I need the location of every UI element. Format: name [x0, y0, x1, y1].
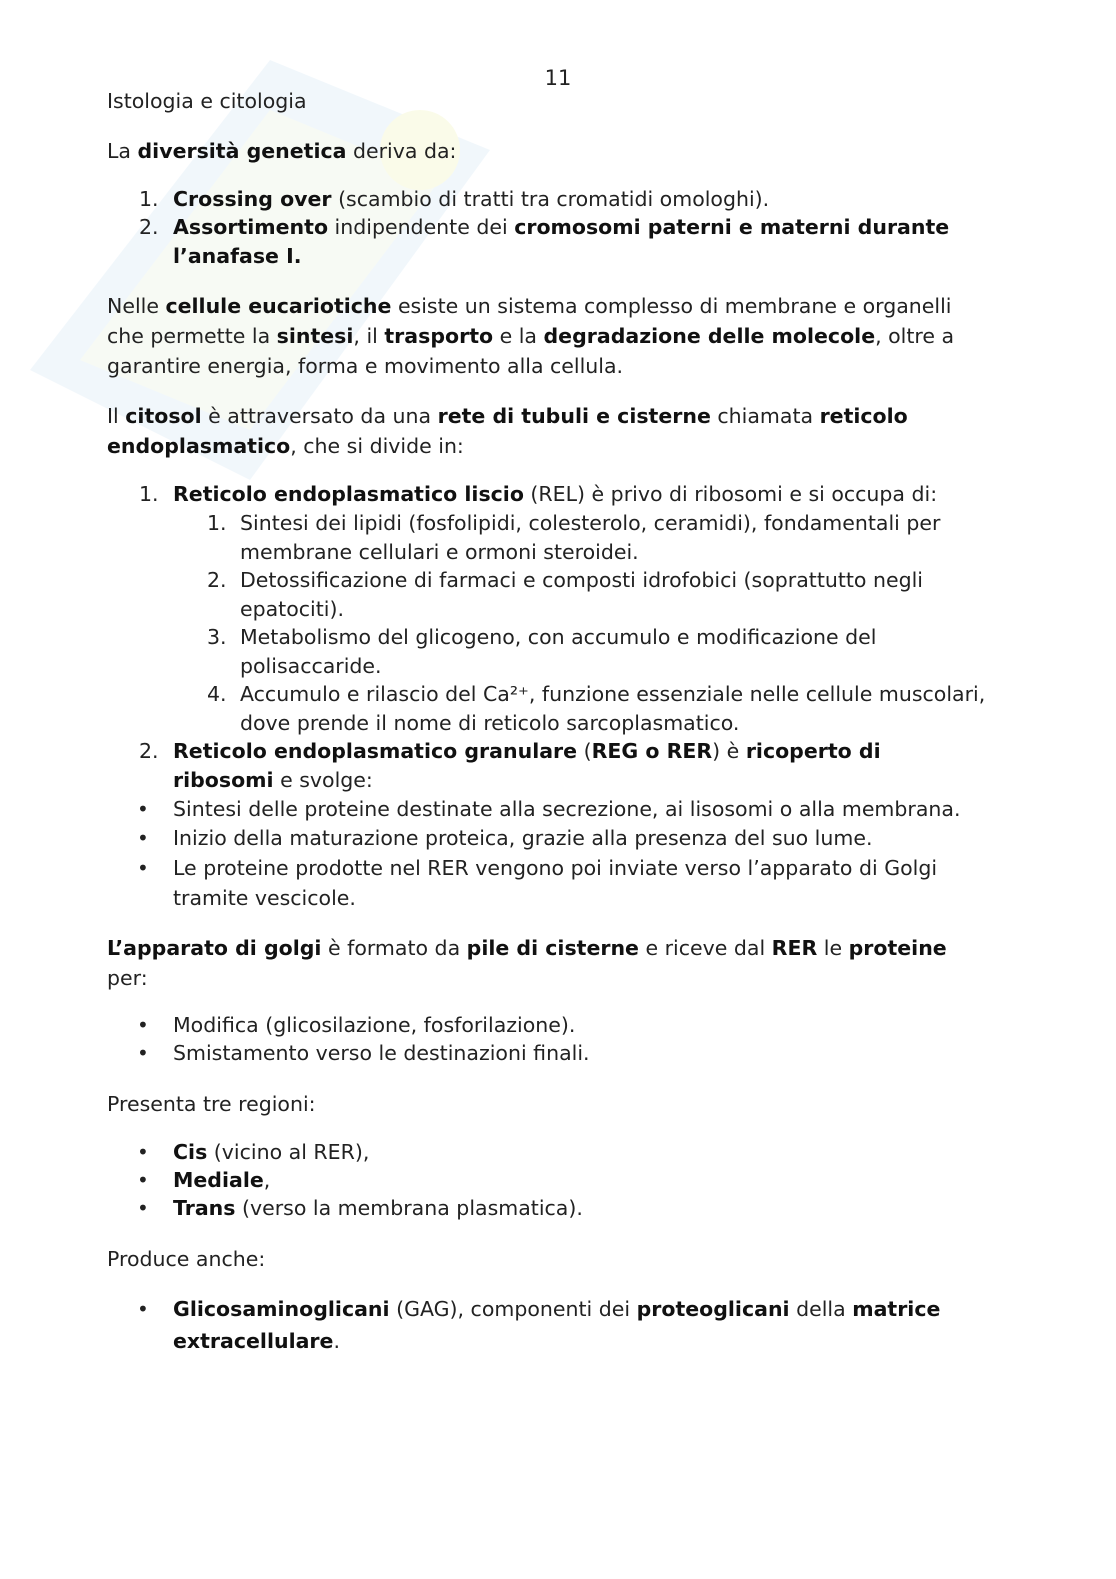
paragraph-genetic-diversity: La diversità genetica deriva da: — [107, 139, 457, 163]
bullet-item: • Mediale, — [137, 1168, 271, 1192]
list-produce — [107, 1293, 987, 1357]
bullet-item: • Glicosaminoglicani (GAG), componenti dei proteoglicani della matrice extracellulare. — [137, 1297, 941, 1353]
list-item-rer: 2. Reticolo endoplasmatico granulare (REG o RER) è ricoperto di ribosomi e svolge: — [139, 739, 881, 792]
list-rel-functions — [107, 509, 987, 737]
list-item: 2. Detossificazione di farmaci e composti idrofobici (soprattutto negli epatociti). — [207, 568, 923, 621]
bullet-item: • Smistamento verso le destinazioni finali. — [137, 1041, 590, 1065]
paragraph-golgi: L’apparato di golgi è formato da pile di cisterne e riceve dal RER le proteine per: — [107, 936, 947, 990]
running-header: Istologia e citologia — [107, 89, 307, 113]
list-item-rel: 1. Reticolo endoplasmatico liscio (REL) è privo di ribosomi e si occupa di: — [139, 482, 938, 506]
bullet-item: • Sintesi delle proteine destinate alla secrezione, ai lisosomi o alla membrana. — [137, 797, 961, 821]
list-item: 4. Accumulo e rilascio del Ca²⁺, funzione essenziale nelle cellule muscolari, dove prende il nome di reticolo sarcoplasmatico. — [207, 682, 986, 735]
list-regions — [107, 1138, 987, 1222]
list-item: 3. Metabolismo del glicogeno, con accumulo e modificazione del polisaccaride. — [207, 625, 877, 678]
bullet-item: • Modifica (glicosilazione, fosforilazione). — [137, 1013, 576, 1037]
list-item: 2. Assortimento indipendente dei cromosomi paterni e materni durante l’anafase I. — [139, 215, 950, 268]
bullet-item: • Inizio della maturazione proteica, grazie alla presenza del suo lume. — [137, 826, 873, 850]
page-number: 11 — [544, 66, 572, 90]
bullet-item: • Trans (verso la membrana plasmatica). — [137, 1196, 583, 1220]
paragraph-regions: Presenta tre regioni: — [107, 1092, 316, 1116]
bullet-item: • Le proteine prodotte nel RER vengono poi inviate verso l’apparato di Golgi tramite vescicole. — [137, 856, 938, 910]
list-item: 1. Crossing over (scambio di tratti tra cromatidi omologhi). — [139, 187, 770, 211]
bullet-item: • Cis (vicino al RER), — [137, 1140, 370, 1164]
list-reticulum — [107, 479, 987, 913]
list-diversity — [107, 186, 987, 271]
document-body — [107, 86, 987, 1357]
list-golgi — [107, 1011, 987, 1067]
paragraph-produce: Produce anche: — [107, 1247, 266, 1271]
paragraph-cytosol: Il citosol è attraversato da una rete di tubuli e cisterne chiamata reticolo endoplasmatico, che si divide in: — [107, 404, 908, 458]
paragraph-eukaryotic: Nelle cellule eucariotiche esiste un sistema complesso di membrane e organelli che permette la sintesi, il trasporto e la degradazione delle molecole, oltre a garantire energia, forma e movimento alla cellula. — [107, 294, 955, 378]
list-item: 1. Sintesi dei lipidi (fosfolipidi, colesterolo, ceramidi), fondamentali per membrane cellulari e ormoni steroidei. — [207, 511, 941, 564]
